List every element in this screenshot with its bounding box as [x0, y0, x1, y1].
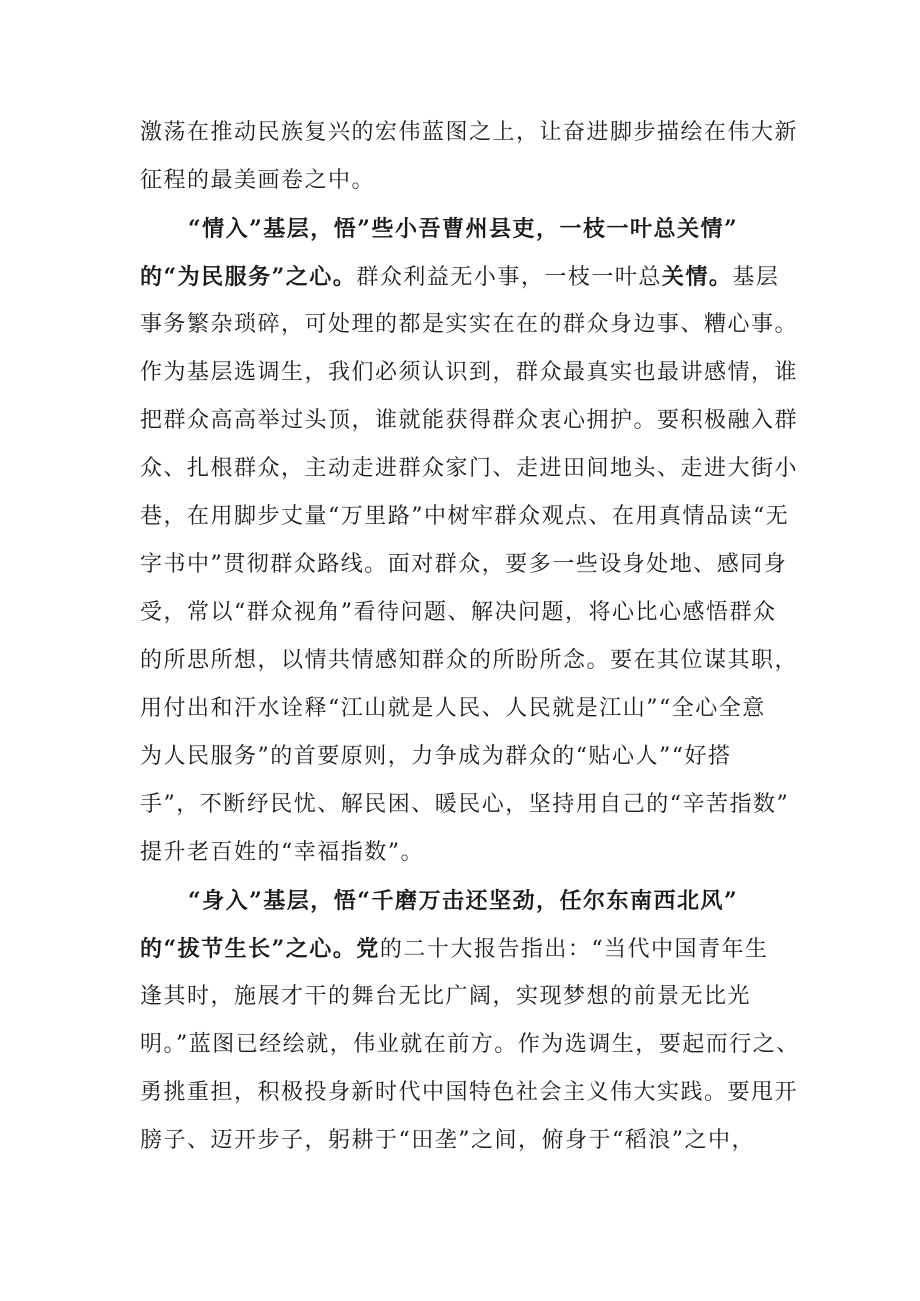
paragraph-2-line: 事务繁杂琐碎，可处理的都是实实在在的群众身边事、糟心事。: [140, 312, 799, 337]
paragraph-2-line: 用付出和汗水诠释“江山就是人民、人民就是江山”“全心全意: [140, 696, 766, 721]
paragraph-2-line: 巷，在用脚步丈量“万里路”中树牢群众观点、在用真情品读“无: [140, 504, 790, 529]
paragraph-2-text-b: 基层: [732, 265, 780, 290]
paragraph-2-heading: “情入”基层，悟”些小吾曹州县吏，一枝一叶总关情”: [188, 216, 739, 242]
paragraph-2-heading-tail: 的“为民服务”之心。: [140, 264, 357, 290]
paragraph-3-line-2: [140, 934, 769, 965]
paragraph-3-text: 的二十大报告指出：“当代中国青年生: [379, 937, 769, 962]
paragraph-2-line: 提升老百姓的“幸福指数”。: [140, 840, 424, 865]
paragraph-2-bold-word: 关情。: [661, 264, 733, 290]
paragraph-3-line: 膀子、迈开步子，躬耕于“田垄”之间，俯身于“稻浪”之中，: [140, 1128, 755, 1153]
paragraph-2-line: 作为基层选调生，我们必须认识到，群众最真实也最讲感情，谁: [140, 360, 799, 385]
paragraph-2-line: 把群众高高举过头顶，谁就能获得群众衷心拥护。要积极融入群: [140, 408, 799, 433]
paragraph-2-line: 手”，不断纾民忧、解民困、暖民心，坚持用自己的“辛苦指数”: [140, 792, 790, 817]
paragraph-1-line-1: 激荡在推动民族复兴的宏伟蓝图之上，让奋进脚步描绘在伟大新: [140, 120, 799, 145]
paragraph-2-line-2: [140, 262, 779, 293]
paragraph-2-line: 的所思所想，以情共情感知群众的所盼所念。要在其位谋其职，: [140, 648, 799, 673]
paragraph-3-line: 明。”蓝图已经绘就，伟业就在前方。作为选调生，要起而行之、: [140, 1032, 800, 1057]
paragraph-1-line-2: 征程的最美画卷之中。: [140, 168, 376, 193]
paragraph-3-heading: “身入”基层，悟“千磨万击还坚劲，任尔东南西北风”: [188, 888, 739, 914]
paragraph-3-line: 逢其时，施展才干的舞台无比广阔，实现梦想的前景无比光: [140, 984, 752, 1009]
paragraph-2-line: 为人民服务”的首要原则，力争成为群众的“贴心人”“好搭: [140, 744, 732, 769]
paragraph-2-line: 众、扎根群众，主动走进群众家门、走进田间地头、走进大街小: [140, 456, 799, 481]
paragraph-3-heading-tail: 的“拔节生长”之心。党: [140, 936, 380, 962]
paragraph-2-line: 受，常以“群众视角”看待问题、解决问题，将心比心感悟群众: [140, 600, 777, 625]
paragraph-2-text-a: 群众利益无小事，一枝一叶总: [356, 265, 662, 290]
paragraph-2-line: 字书中”贯彻群众路线。面对群众，要多一些设身处地、感同身: [140, 552, 788, 577]
paragraph-3-line: 勇挑重担，积极投身新时代中国特色社会主义伟大实践。要甩开: [140, 1080, 799, 1105]
